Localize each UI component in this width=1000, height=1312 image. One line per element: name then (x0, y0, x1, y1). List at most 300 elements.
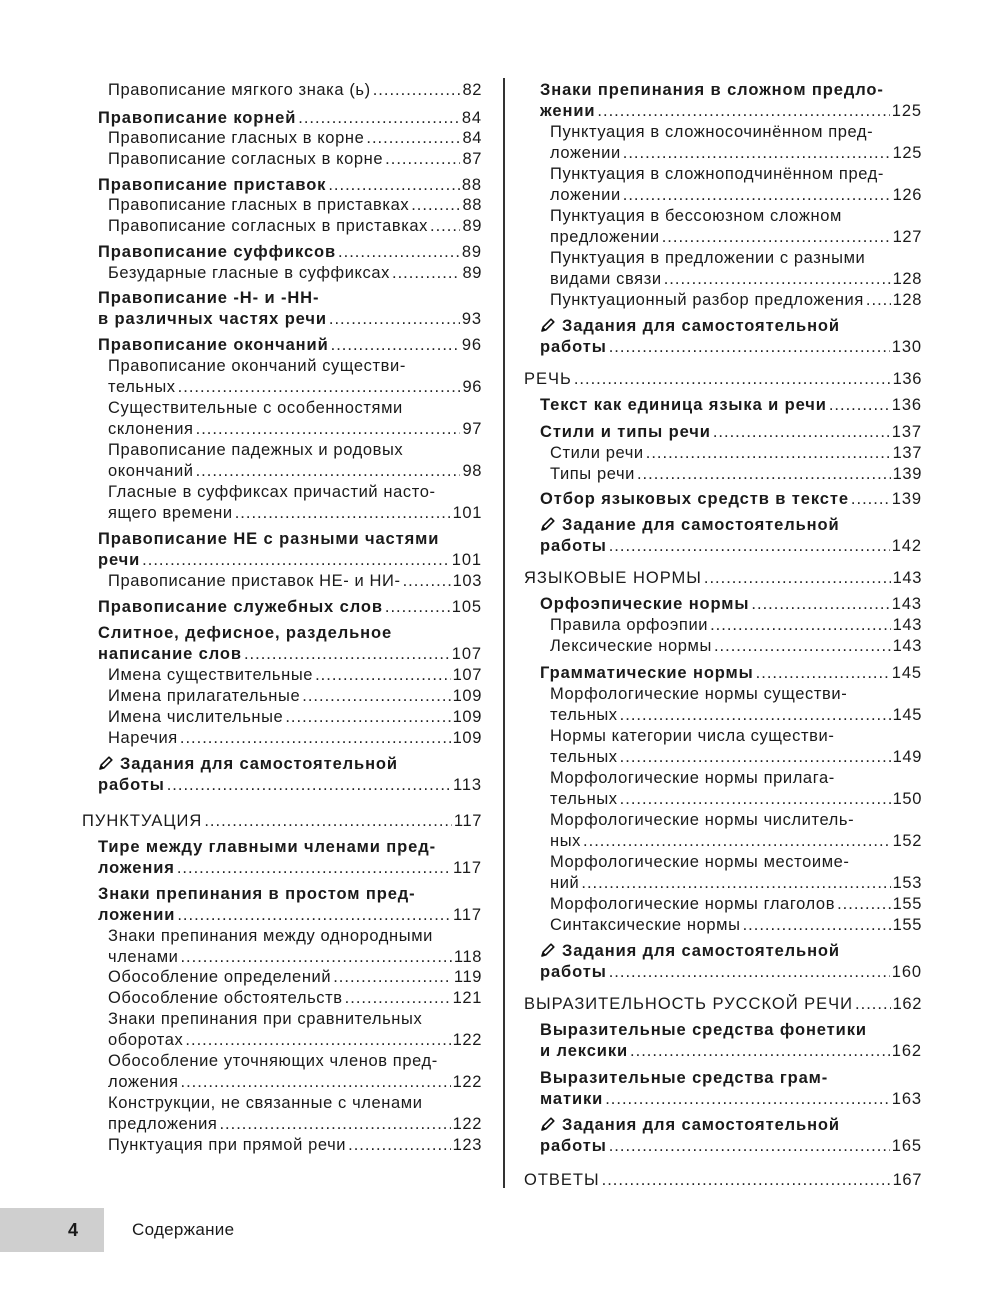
pencil-icon (540, 317, 562, 335)
dot-leader (385, 149, 460, 170)
pencil-icon (540, 516, 562, 534)
toc-entry (108, 80, 482, 101)
toc-page-number: 162 (892, 995, 922, 1013)
toc-entry-text: Пунктуация при прямой речи (108, 1136, 347, 1154)
toc-entry-text: ПУНКТУАЦИЯ (82, 812, 203, 830)
dot-leader (180, 947, 451, 968)
toc-entry-text: работы (540, 338, 607, 356)
toc-page-number: 128 (892, 270, 922, 288)
toc-entry-text: Задания для самостоятельной (120, 755, 398, 773)
toc-entry-text: видами связи (550, 270, 662, 288)
toc-page-number: 137 (892, 444, 922, 462)
dot-leader (345, 988, 451, 1009)
toc-entry-text: Существительные с особенностями (108, 399, 403, 417)
toc-entry-text: Выразительные средства фонетики (540, 1021, 867, 1039)
toc-page-number: 145 (892, 706, 922, 724)
toc-entry (98, 175, 482, 196)
toc-entry (550, 636, 922, 657)
toc-page-number: 93 (461, 310, 482, 328)
toc-entry-text: Знаки препинания между однородными (108, 927, 433, 945)
toc-entry-text: в различных частях речи (98, 310, 327, 328)
dot-leader (620, 705, 891, 726)
toc-entry (98, 884, 482, 926)
toc-entry-text: Пунктуация в бессоюзном сложном (550, 207, 842, 225)
toc-entry (108, 665, 482, 686)
toc-entry-text: написание слов (98, 645, 242, 663)
toc-page-number: 117 (453, 812, 482, 830)
toc-page-number: 143 (892, 569, 922, 587)
toc-entry (540, 663, 922, 684)
toc-entry (540, 1020, 922, 1062)
toc-page-number: 103 (452, 572, 482, 590)
toc-entry (98, 529, 482, 571)
toc-page-number: 130 (891, 338, 922, 356)
dot-leader (713, 422, 890, 443)
dot-leader (328, 175, 460, 196)
toc-entry-text: ний (550, 874, 580, 892)
toc-page-number: 128 (892, 291, 922, 309)
toc-entry-text: Пунктуация в сложносочинённом пред- (550, 123, 874, 141)
pencil-icon (98, 755, 120, 773)
toc-entry-text: Морфологические нормы числитель- (550, 811, 855, 829)
toc-entry-text: ВЫРАЗИТЕЛЬНОСТЬ РУССКОЙ РЕЧИ (524, 995, 854, 1013)
toc-entry-text: Задания для самостоятельной (562, 942, 840, 960)
toc-page-number: 97 (462, 420, 482, 438)
toc-entry-text: Правописание корней (98, 109, 297, 127)
footer-page-box (0, 1208, 104, 1252)
toc-page-number: 136 (891, 396, 922, 414)
toc-page-number: 87 (462, 150, 482, 168)
toc-page-number: 109 (452, 708, 482, 726)
toc-page-number: 160 (891, 963, 922, 981)
toc-page-number: 167 (892, 1171, 922, 1189)
toc-page-number: 149 (892, 748, 922, 766)
toc-page-number: 118 (453, 948, 482, 966)
toc-entry (540, 316, 922, 358)
toc-entry-text: работы (540, 537, 607, 555)
toc-entry (108, 263, 482, 284)
toc-entry (550, 122, 922, 164)
dot-leader (605, 1089, 890, 1110)
toc-entry-text: Отбор языковых средств в тексте (540, 490, 849, 508)
toc-entry-text: Правописание гласных в корне (108, 129, 365, 147)
toc-entry (108, 988, 482, 1009)
toc-page-number: 122 (452, 1115, 482, 1133)
toc-entry-text: Знаки препинания в сложном предло- (540, 81, 884, 99)
dot-leader (637, 464, 891, 485)
toc-entry-text: ложения (98, 859, 175, 877)
toc-entry-text: Правописание -Н- и -НН- (98, 289, 320, 307)
toc-entry (108, 195, 482, 216)
toc-entry-text: предложении (550, 228, 660, 246)
toc-entry-text: Задания для самостоятельной (562, 1116, 840, 1134)
dot-leader (348, 1135, 451, 1156)
toc-entry (108, 728, 482, 749)
toc-page-number: 121 (452, 989, 482, 1007)
toc-entry-text: Правописание согласных в приставках (108, 217, 429, 235)
dot-leader (583, 831, 891, 852)
toc-page-number: 126 (892, 186, 922, 204)
toc-entry (540, 422, 922, 443)
dot-leader (180, 1072, 450, 1093)
toc-entry-text: Морфологические нормы прилага- (550, 769, 835, 787)
toc-entry-text: тельных (550, 748, 618, 766)
toc-page-number: 153 (892, 874, 922, 892)
dot-leader (178, 377, 461, 398)
toc-entry-text: ных (550, 832, 582, 850)
dot-leader (373, 80, 461, 101)
toc-entry-text: Пунктуация в сложноподчинённом пред- (550, 165, 884, 183)
toc-entry-text: работы (540, 963, 607, 981)
dot-leader (743, 915, 891, 936)
toc-entry-text: Задания для самостоятельной (562, 317, 840, 335)
toc-entry (550, 464, 922, 485)
toc-page-number: 88 (461, 176, 482, 194)
toc-entry-text: Правописание падежных и родовых (108, 441, 404, 459)
toc-page-number: 109 (452, 729, 482, 747)
toc-entry-text: Гласные в суффиксах причастий насто- (108, 483, 436, 501)
toc-entry (108, 149, 482, 170)
dot-leader (609, 337, 890, 358)
dot-leader (285, 707, 450, 728)
dot-leader (411, 195, 460, 216)
toc-page-number: 145 (891, 664, 922, 682)
toc-entry (550, 290, 922, 311)
toc-entry-text: Имена существительные (108, 666, 314, 684)
dot-leader (623, 143, 891, 164)
dot-leader (597, 101, 889, 122)
toc-entry-text: Конструкции, не связанные с членами (108, 1094, 423, 1112)
toc-entry-text: ложении (550, 186, 621, 204)
toc-entry-text: речи (98, 551, 141, 569)
dot-leader (329, 309, 460, 330)
toc-entry (108, 356, 482, 398)
dot-leader (235, 503, 451, 524)
toc-entry-text: работы (540, 1137, 607, 1155)
toc-entry-text: Имена числительные (108, 708, 284, 726)
toc-entry (524, 568, 922, 589)
toc-entry-text: оборотах (108, 1031, 184, 1049)
toc-page-number: 125 (891, 102, 922, 120)
page-number: 4 (68, 1220, 79, 1240)
toc-entry-text: Правописание приставок (98, 176, 327, 194)
dot-leader (315, 665, 451, 686)
dot-leader (142, 550, 450, 571)
toc-page-number: 89 (462, 264, 482, 282)
toc-entry-text: ложения (108, 1073, 179, 1091)
toc-entry-text: Грамматические нормы (540, 664, 754, 682)
dot-leader (177, 858, 451, 879)
toc-page-number: 155 (892, 916, 922, 934)
toc-entry-text: тельных (550, 790, 618, 808)
toc-page-number: 162 (891, 1042, 922, 1060)
toc-page-number: 123 (452, 1136, 482, 1154)
toc-entry (550, 894, 922, 915)
toc-page-number: 142 (891, 537, 922, 555)
toc-entry-text: предложения (108, 1115, 218, 1133)
dot-leader (855, 994, 891, 1015)
toc-entry-text: Правописание окончаний (98, 336, 329, 354)
toc-entry (550, 726, 922, 768)
toc-entry-text: Обособление обстоятельств (108, 989, 343, 1007)
toc-entry (540, 594, 922, 615)
toc-entry (108, 571, 482, 592)
toc-entry-text: ложении (98, 906, 176, 924)
toc-entry-text: Выразительные средства грам- (540, 1069, 829, 1087)
toc-entry-text: Имена прилагательные (108, 687, 301, 705)
toc-page-number: 122 (452, 1073, 482, 1091)
dot-leader (704, 568, 891, 589)
toc-entry (108, 686, 482, 707)
toc-entry (540, 1068, 922, 1110)
toc-page-number: 143 (892, 637, 922, 655)
toc-entry (540, 941, 922, 983)
toc-page-number: 84 (462, 129, 482, 147)
dot-leader (602, 1170, 891, 1191)
toc-entry-text: Синтаксические нормы (550, 916, 741, 934)
toc-entry-text: Стили и типы речи (540, 423, 711, 441)
toc-entry (550, 615, 922, 636)
toc-entry (108, 1135, 482, 1156)
dot-leader (331, 335, 460, 356)
pencil-icon (540, 942, 562, 960)
toc-page-number: 88 (462, 196, 482, 214)
toc-entry-text: тельных (108, 378, 176, 396)
toc-entry-text: Морфологические нормы существи- (550, 685, 848, 703)
toc-entry-text: Типы речи (550, 465, 635, 483)
toc-page-number: 137 (891, 423, 922, 441)
dot-leader (664, 269, 891, 290)
dot-leader (430, 216, 460, 237)
toc-page-number: 96 (461, 336, 482, 354)
dot-leader (333, 967, 452, 988)
toc-entry (82, 811, 482, 832)
toc-page-number: 117 (452, 859, 482, 877)
toc-entry (550, 684, 922, 726)
toc-entry (98, 242, 482, 263)
toc-page-number: 84 (461, 109, 482, 127)
toc-entry-text: Пунктуационный разбор предложения (550, 291, 864, 309)
dot-leader (196, 419, 461, 440)
toc-entry (524, 369, 922, 390)
toc-page-number: 165 (891, 1137, 922, 1155)
toc-page-number: 119 (453, 968, 482, 986)
toc-page-number: 89 (461, 243, 482, 261)
toc-entry-text: Правописание служебных слов (98, 598, 383, 616)
toc-page-number: 82 (462, 81, 482, 99)
dot-leader (609, 1136, 890, 1157)
dot-leader (385, 597, 450, 618)
dot-leader (837, 894, 891, 915)
toc-entry-text: Знаки препинания в простом пред- (98, 885, 416, 903)
toc-entry-text: Лексические нормы (550, 637, 712, 655)
dot-leader (302, 686, 450, 707)
toc-entry-text: матики (540, 1090, 604, 1108)
dot-leader (623, 185, 891, 206)
toc-entry-text: Безударные гласные в суффиксах (108, 264, 390, 282)
toc-page-number: 101 (452, 504, 482, 522)
toc-page-number: 113 (452, 776, 482, 794)
toc-entry-text: и лексики (540, 1042, 629, 1060)
dot-leader (180, 728, 451, 749)
toc-entry (108, 128, 482, 149)
dot-leader (167, 775, 451, 796)
dot-leader (177, 905, 451, 926)
toc-entry-text: Наречия (108, 729, 178, 747)
pencil-icon (540, 1116, 562, 1134)
toc-entry-text: членами (108, 948, 179, 966)
toc-page-number: 96 (462, 378, 482, 396)
toc-page-number: 139 (891, 490, 922, 508)
toc-entry-text: ящего времени (108, 504, 233, 522)
toc-entry-text: Правописание приставок НЕ- и НИ- (108, 572, 401, 590)
toc-page-number: 89 (462, 217, 482, 235)
toc-entry-text: жении (540, 102, 596, 120)
toc-entry-text: Знаки препинания при сравнительных (108, 1010, 423, 1028)
toc-entry (108, 216, 482, 237)
toc-entry-text: Слитное, дефисное, раздельное (98, 624, 393, 642)
toc-entry (550, 443, 922, 464)
toc-entry-text: Орфоэпические нормы (540, 595, 750, 613)
toc-entry (108, 1051, 482, 1093)
toc-page-number: 98 (462, 462, 482, 480)
toc-entry-text: ложении (550, 144, 621, 162)
toc-page-number: 107 (452, 666, 482, 684)
toc-page-number: 122 (452, 1031, 482, 1049)
toc-page-number: 152 (892, 832, 922, 850)
toc-page-number: 163 (891, 1090, 922, 1108)
dot-leader (204, 811, 452, 832)
toc-entry (108, 398, 482, 440)
toc-entry-text: Правописание согласных в корне (108, 150, 384, 168)
dot-leader (851, 489, 890, 510)
toc-entry-text: Правописание гласных в приставках (108, 196, 410, 214)
toc-entry (540, 80, 922, 122)
dot-leader (829, 395, 890, 416)
dot-leader (630, 1041, 890, 1062)
toc-entry-text: РЕЧЬ (524, 370, 572, 388)
dot-leader (646, 443, 891, 464)
dot-leader (662, 227, 891, 248)
toc-entry-text: Морфологические нормы глаголов (550, 895, 836, 913)
toc-entry (108, 707, 482, 728)
toc-page-number: 143 (892, 616, 922, 634)
toc-entry (540, 515, 922, 557)
toc-entry (550, 248, 922, 290)
toc-page-number: 105 (451, 598, 482, 616)
toc-page-number: 117 (452, 906, 482, 924)
toc-entry-text: ОТВЕТЫ (524, 1171, 600, 1189)
column-divider (503, 78, 505, 1188)
toc-entry (108, 1009, 482, 1051)
toc-entry-text: ЯЗЫКОВЫЕ НОРМЫ (524, 569, 702, 587)
dot-leader (574, 369, 891, 390)
toc-entry-text: склонения (108, 420, 194, 438)
toc-entry-text: Нормы категории числа существи- (550, 727, 835, 745)
toc-entry-text: окончаний (108, 462, 194, 480)
dot-leader (219, 1114, 450, 1135)
toc-entry (98, 108, 482, 129)
toc-entry (550, 852, 922, 894)
dot-leader (403, 571, 451, 592)
dot-leader (609, 536, 890, 557)
toc-entry (550, 810, 922, 852)
toc-page-number: 127 (892, 228, 922, 246)
toc-entry (550, 768, 922, 810)
dot-leader (714, 636, 891, 657)
toc-page-number: 150 (892, 790, 922, 808)
toc-entry (540, 489, 922, 510)
toc-entry (540, 395, 922, 416)
toc-entry (540, 1115, 922, 1157)
toc-entry-text: Обособление уточняющих членов пред- (108, 1052, 438, 1070)
toc-page-number: 107 (451, 645, 482, 663)
toc-entry (98, 335, 482, 356)
toc-page-number: 109 (452, 687, 482, 705)
toc-entry-text: Правописание мягкого знака (ь) (108, 81, 371, 99)
dot-leader (609, 962, 890, 983)
dot-leader (196, 461, 461, 482)
toc-page-number: 101 (451, 551, 482, 569)
toc-entry (524, 994, 922, 1015)
toc-entry (98, 837, 482, 879)
dot-leader (620, 747, 891, 768)
toc-entry (98, 623, 482, 665)
dot-leader (392, 263, 460, 284)
dot-leader (866, 290, 891, 311)
toc-entry-text: тельных (550, 706, 618, 724)
toc-page-number: 143 (891, 595, 922, 613)
dot-leader (366, 128, 460, 149)
toc-entry-text: Пунктуация в предложении с разными (550, 249, 866, 267)
toc-entry-text: Текст как единица языка и речи (540, 396, 827, 414)
toc-entry (108, 926, 482, 968)
dot-leader (581, 873, 890, 894)
dot-leader (756, 663, 890, 684)
running-title: Содержание (132, 1220, 235, 1239)
toc-entry-text: Правописание НЕ с разными частями (98, 530, 440, 548)
toc-entry (98, 288, 482, 330)
dot-leader (298, 108, 460, 129)
toc-entry-text: Задание для самостоятельной (562, 516, 840, 534)
toc-entry-text: Тире между главными членами пред- (98, 838, 436, 856)
toc-page-number: 155 (892, 895, 922, 913)
toc-page-number: 125 (892, 144, 922, 162)
toc-entry (108, 440, 482, 482)
dot-leader (620, 789, 891, 810)
toc-entry-text: Обособление определений (108, 968, 332, 986)
toc-page-number: 136 (892, 370, 922, 388)
dot-leader (244, 644, 450, 665)
toc-entry (550, 915, 922, 936)
toc-entry (550, 206, 922, 248)
toc-entry-text: работы (98, 776, 165, 794)
toc-entry-text: Правописание окончаний существи- (108, 357, 406, 375)
toc-entry-text: Правописание суффиксов (98, 243, 337, 261)
toc-entry-text: Морфологические нормы местоиме- (550, 853, 850, 871)
toc-entry (108, 1093, 482, 1135)
toc-entry (98, 754, 482, 796)
dot-leader (751, 594, 889, 615)
dot-leader (710, 615, 891, 636)
toc-entry-text: Правила орфоэпии (550, 616, 709, 634)
toc-entry (550, 164, 922, 206)
toc-entry-text: Стили речи (550, 444, 644, 462)
toc-entry (108, 482, 482, 524)
dot-leader (185, 1030, 450, 1051)
toc-entry (524, 1170, 922, 1191)
toc-entry (98, 597, 482, 618)
